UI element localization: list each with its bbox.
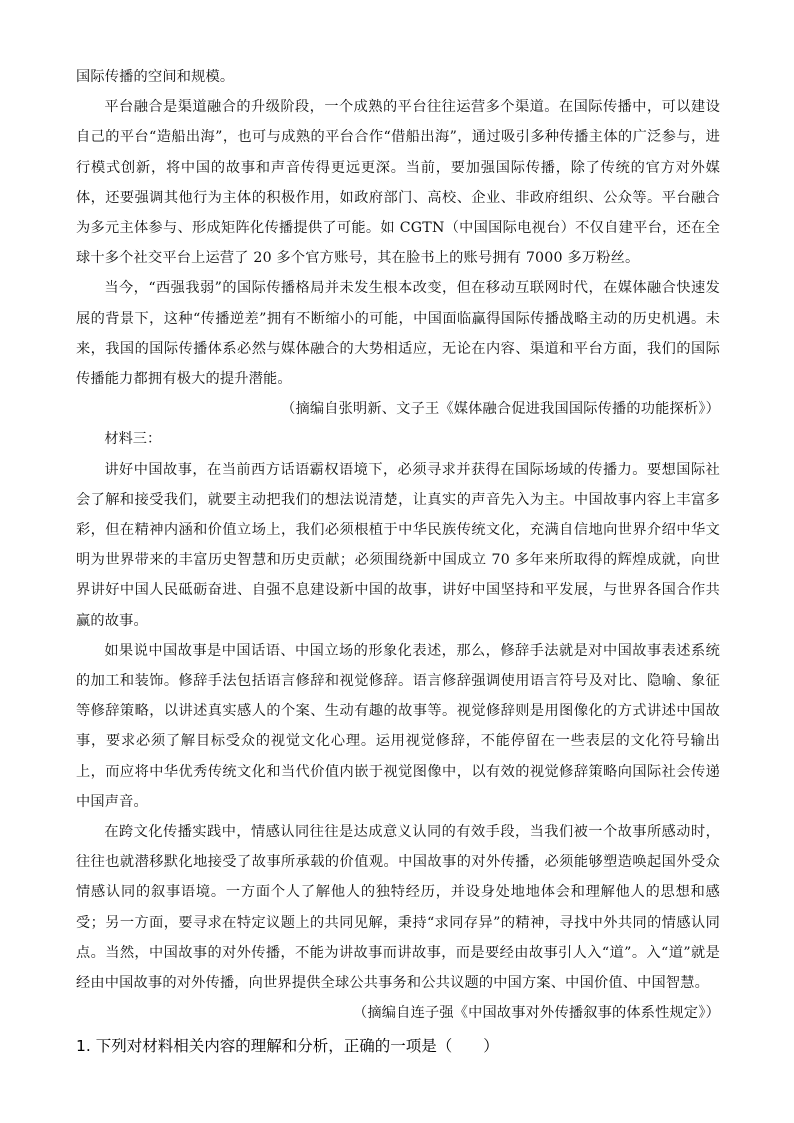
document-page: [76, 62, 720, 1061]
paragraph-emotional-identity: 在跨文化传播实践中，情感认同往往是达成意义认同的有效手段，当我们被一个故事所感动时，往往也就潜移默化地接受了故事所承载的价值观。中国故事的对外传播，必须能够塑造唤起国外受众情感认同的叙事语境。一方面个人了解他人的独特经历，并设身处地地体会和理解他人的思想和感受；另一方面，要寻求在特定议题上的共同见解，秉持“求同存异”的精神，寻找中外共同的情感认同点。当然，中国故事的对外传播，不能为讲故事而讲故事，而是要经由故事引人入“道”。入“道”就是经由中国故事的对外传播，向世界提供全球公共事务和公共议题的中国方案、中国价值、中国智慧。: [76, 824, 720, 992]
paragraph-rhetoric: 如果说中国故事是中国话语、中国立场的形象化表述，那么，修辞手法就是对中国故事表述系统的加工和装饰。修辞手法包括语言修辞和视觉修辞。语言修辞强调使用语言符号及对比、隐喻、象征等修辞策略，以讲述真实感人的个案、生动有趣的故事等。视觉修辞则是用图像化的方式讲述中国故事，要求必须了解目标受众的视觉文化心理。运用视觉修辞，不能停留在一些表层的文化符号输出上，而应将中华优秀传统文化和当代价值内嵌于视觉图像中，以有效的视觉修辞策略向国际社会传递中国声音。: [76, 642, 720, 810]
material-3-heading: 材料三：: [104, 431, 162, 448]
paragraph-platform-fusion: 平台融合是渠道融合的升级阶段，一个成熟的平台往往运营多个渠道。在国际传播中，可以建设自己的平台“造船出海”，也可与成熟的平台合作“借船出海”，通过吸引多种传播主体的广泛参与，进行模式创新，将中国的故事和声音传得更远更深。当前，要加强国际传播，除了传统的官方对外媒体，还要强调其他行为主体的积极作用，如政府部门、高校、企业、非政府组织、公众等。平台融合为多元主体参与、形成矩阵化传播提供了可能。如 CGTN（中国国际电视台）不仅自建平台，还在全球十多个社交平台上运营了 20 多个官方账号，其在脸书上的账号拥有 7000 多万粉丝。: [76, 99, 720, 267]
question-1: 1. 下列对材料相关内容的理解和分析，正确的一项是（ ）: [76, 1036, 499, 1055]
source-citation-2: （摘编自张明新、文子王《媒体融合促进我国国际传播的功能探析》）: [281, 401, 720, 418]
source-citation-3: （摘编自连子强《中国故事对外传播叙事的体系性规定》）: [353, 1005, 720, 1022]
paragraph-communication-gap: 当今，“西强我弱”的国际传播格局并未发生根本改变，但在移动互联网时代，在媒体融合快速发展的背景下，这种“传播逆差”拥有不断缩小的可能，中国面临赢得国际传播战略主动的历史机遇。未来，我国的国际传播体系必然与媒体融合的大势相适应，无论在内容、渠道和平台方面，我们的国际传播能力都拥有极大的提升潜能。: [76, 280, 720, 388]
paragraph-continuation: 国际传播的空间和规模。: [76, 69, 235, 85]
paragraph-tell-china-story: 讲好中国故事，在当前西方话语霸权语境下，必须寻求并获得在国际场域的传播力。要想国际社会了解和接受我们，就要主动把我们的想法说清楚，让真实的声音先入为主。中国故事内容上丰富多彩，但在精神内涵和价值立场上，我们必须根植于中华民族传统文化，充满自信地向世界介绍中华文明为世界带来的丰富历史智慧和历史贡献；必须围绕新中国成立 70 多年来所取得的辉煌成就，向世界讲好中国人民砥砺奋进、自强不息建设新中国的故事，讲好中国坚持和平发展，与世界各国合作共赢的故事。: [76, 461, 720, 629]
